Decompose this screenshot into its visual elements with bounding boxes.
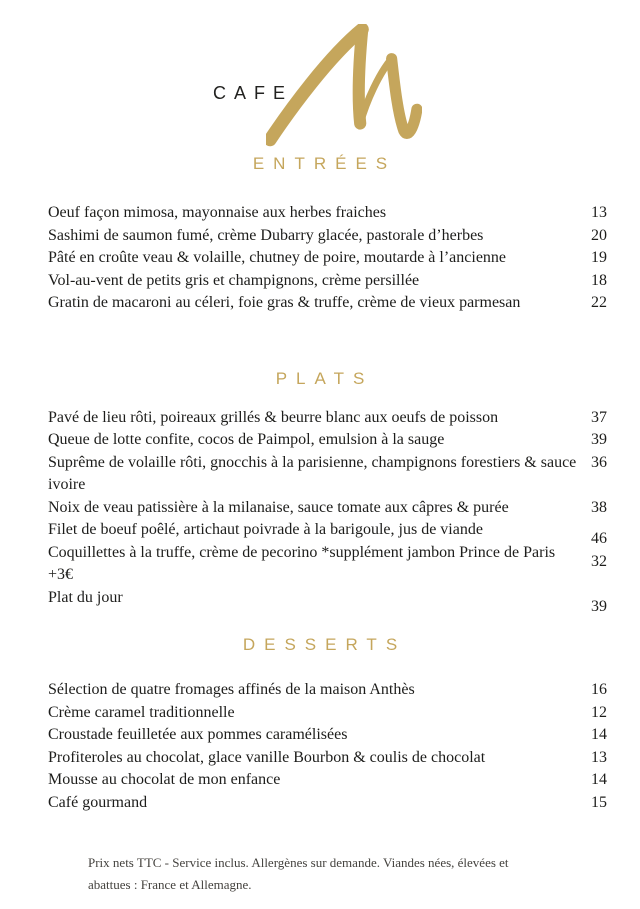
menu-item-row [48, 452, 607, 497]
section-title: DESSERTS [242, 635, 407, 654]
footer-note: Prix nets TTC - Service inclus. Allergènes sur demande. Viandes nées, élevées et abattues : France et Allemagne. [88, 855, 509, 892]
section-title: PLATS [275, 368, 374, 388]
menu-item-price: 37 [591, 408, 607, 426]
section-items [0, 679, 640, 814]
menu-section [0, 633, 640, 814]
menu-item-price: 36 [591, 453, 607, 471]
menu-item-name: Vol-au-vent de petits gris et champignons, crème persillée [48, 271, 420, 289]
menu-item-price: 18 [591, 271, 607, 289]
menu-footer [0, 852, 640, 896]
menu-item-row [48, 225, 607, 248]
menu-item-price: 19 [591, 249, 607, 266]
menu-item-name: Filet de boeuf poêlé, artichaut poivrade à la barigoule, jus de viande [48, 521, 483, 538]
menu-item-row [48, 702, 607, 725]
menu-item-name: Pâté en croûte veau & volaille, chutney de poire, moutarde à l’ancienne [48, 249, 507, 266]
menu-item-row [48, 429, 607, 452]
menu-item-name: Gratin de macaroni au céleri, foie gras & truffe, crème de vieux parmesan [48, 294, 521, 311]
menu-item-price: 39 [591, 597, 607, 615]
menu-item-price: 15 [591, 793, 607, 811]
menu-section [0, 367, 640, 615]
brand-name: CAFE [213, 83, 294, 103]
menu-item-name: Oeuf façon mimosa, mayonnaise aux herbes fraiches [48, 204, 387, 221]
menu-item-price: 16 [591, 681, 607, 698]
menu-item-row [48, 724, 607, 747]
menu-item-row [48, 587, 607, 615]
menu-item-row [48, 747, 607, 770]
menu-item-name: Noix de veau patissière à la milanaise, sauce tomate aux câpres & purée [48, 498, 509, 516]
menu-item-price: 22 [591, 294, 607, 311]
menu-item-row [48, 792, 607, 815]
menu-item-row [48, 247, 607, 270]
menu-item-name: Profiteroles au chocolat, glace vanille Bourbon & coulis de chocolat [48, 748, 486, 766]
menu-item-price: 13 [591, 204, 607, 221]
section-items [0, 407, 640, 615]
menu-section [0, 152, 640, 315]
menu-item-name: Coquillettes à la truffe, crème de pecorino *supplément jambon Prince de Paris +3€ [48, 543, 556, 583]
section-title: ENTRÉES [252, 154, 397, 173]
menu-item-row [48, 519, 607, 547]
menu-item-price: 13 [591, 748, 607, 766]
menu-item-name: Sashimi de saumon fumé, crème Dubarry glacée, pastorale d’herbes [48, 226, 484, 244]
menu-item-row [48, 769, 607, 792]
menu-item-price: 12 [591, 703, 607, 721]
menu-item-row [48, 542, 607, 587]
section-items [0, 202, 640, 315]
menu-item-row [48, 292, 607, 315]
menu-item-row [48, 270, 607, 293]
menu-item-price: 38 [591, 498, 607, 516]
menu-item-row [48, 497, 607, 520]
menu-item-name: Suprême de volaille rôti, gnocchis à la parisienne, champignons forestiers & sauce ivoire [48, 453, 577, 493]
menu-item-price: 46 [591, 530, 607, 547]
menu-item-price: 39 [591, 431, 607, 448]
menu-item-name: Pavé de lieu rôti, poireaux grillés & beurre blanc aux oeufs de poisson [48, 408, 499, 426]
menu-item-name: Croustade feuilletée aux pommes caramélisées [48, 726, 348, 743]
menu-item-price: 20 [591, 226, 607, 244]
menu-item-name: Café gourmand [48, 793, 148, 811]
menu-item-row [48, 202, 607, 225]
menu-item-row [48, 679, 607, 702]
logo [0, 0, 640, 150]
menu-item-price: 14 [591, 771, 607, 788]
menu-item-name: Queue de lotte confite, cocos de Paimpol, emulsion à la sauge [48, 431, 445, 448]
menu-item-name: Sélection de quatre fromages affinés de la maison Anthès [48, 681, 415, 698]
brand-monogram-m-icon [266, 24, 422, 148]
menu-sections [0, 152, 640, 814]
menu-item-price: 32 [591, 552, 607, 570]
menu-item-row [48, 407, 607, 430]
menu-item-name: Plat du jour [48, 588, 123, 606]
menu-item-name: Crème caramel traditionnelle [48, 703, 235, 721]
menu-item-name: Mousse au chocolat de mon enfance [48, 771, 281, 788]
menu-item-price: 14 [591, 726, 607, 743]
